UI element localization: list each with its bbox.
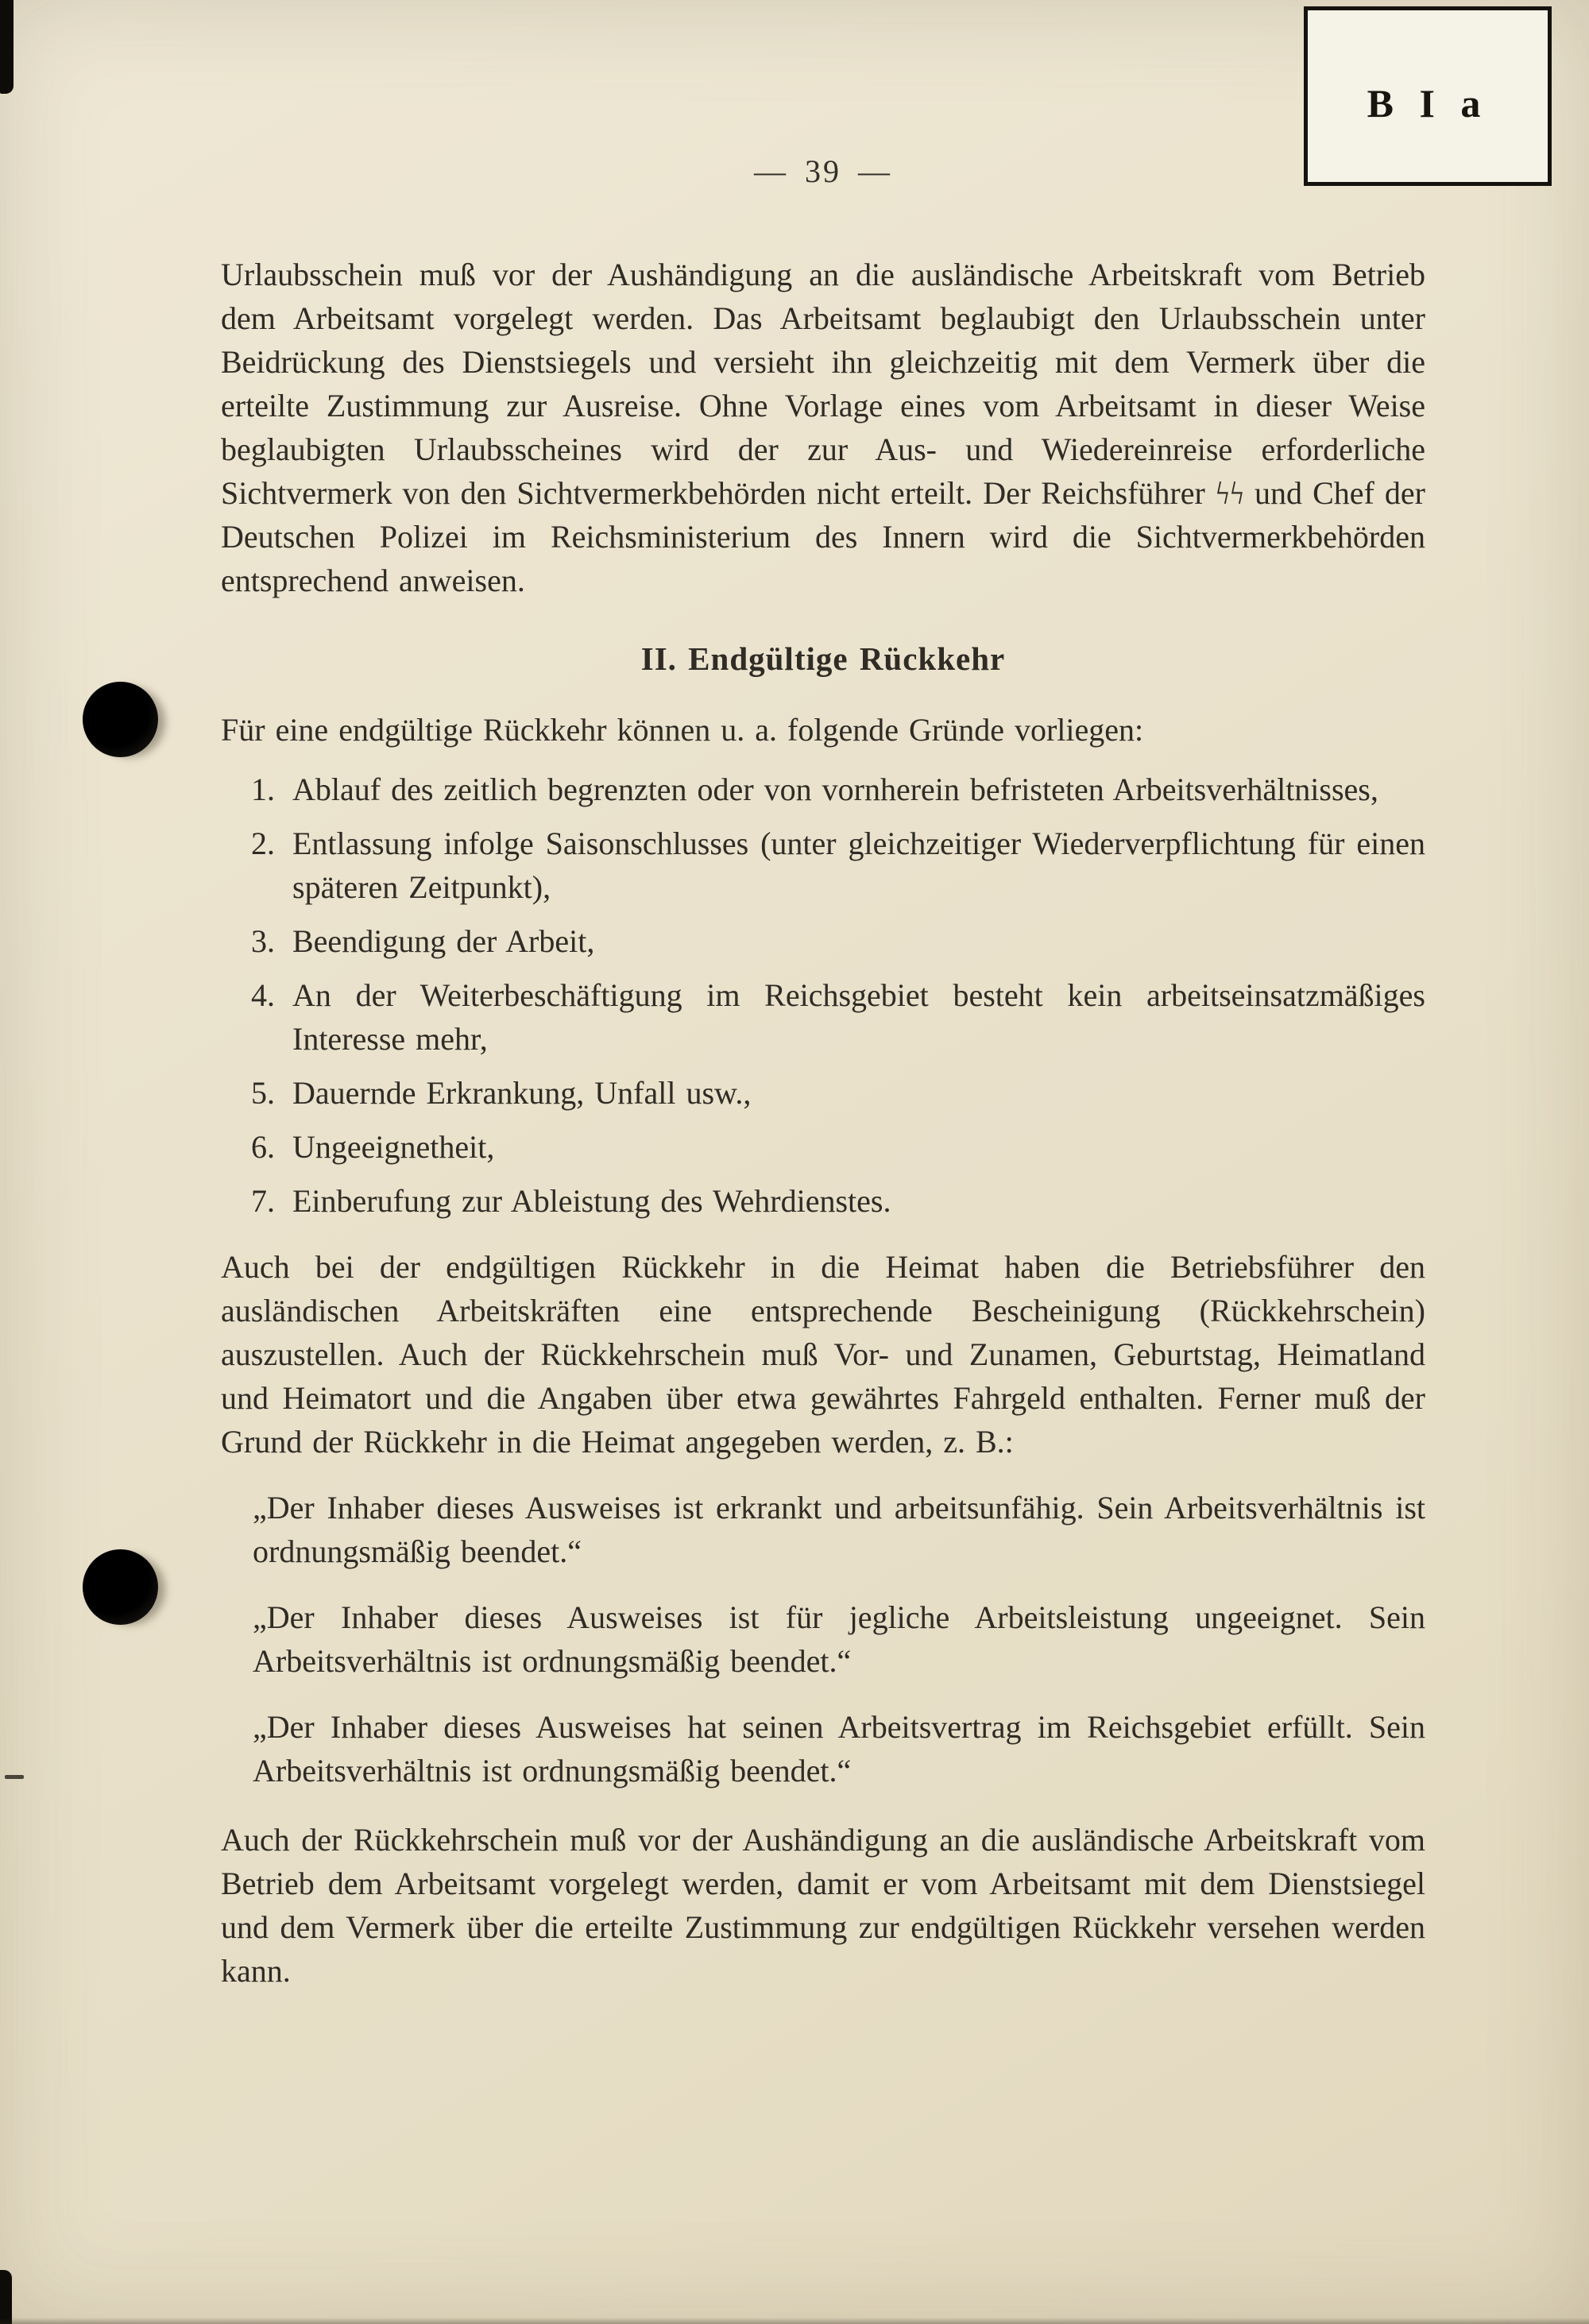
list-item-number: 3. <box>251 923 275 959</box>
scan-edge-shadow <box>0 2318 1589 2324</box>
list-item <box>221 1125 1425 1169</box>
list-item-text: Ablauf des zeitlich begrenzten oder von vornherein befristeten Arbeitsverhältnisses, <box>292 771 1378 807</box>
list-item-number: 7. <box>251 1183 275 1219</box>
page-number: — 39 — <box>754 153 892 189</box>
margin-mark <box>5 1775 24 1779</box>
intro-line: Für eine endgültige Rückkehr können u. a. folgende Gründe vorliegen: <box>221 712 1144 748</box>
list-item <box>221 822 1425 909</box>
list-item-number: 5. <box>251 1075 275 1111</box>
quote-block: „Der Inhaber dieses Ausweises ist für jegliche Arbeitsleistung ungeeignet. Sein Arbeitsverhältnis ist ordnungsmäßig beendet.“ <box>253 1599 1425 1679</box>
scan-corner-mark-bottom-left <box>0 2270 12 2324</box>
list-item-text: Dauernde Erkrankung, Unfall usw., <box>292 1075 752 1111</box>
list-item-text: An der Weiterbeschäftigung im Reichsgebiet besteht kein arbeitseinsatzmäßiges Interesse mehr, <box>292 977 1425 1057</box>
list-item <box>221 919 1425 963</box>
list-item-number: 2. <box>251 826 275 861</box>
list-item <box>221 768 1425 811</box>
quote-block: „Der Inhaber dieses Ausweises ist erkrankt und arbeitsunfähig. Sein Arbeitsverhältnis ist ordnungsmäßig beendet.“ <box>253 1490 1425 1569</box>
list-item-number: 1. <box>251 771 275 807</box>
paragraph-top: Urlaubsschein muß vor der Aushändigung an die ausländische Arbeitskraft vom Betrieb dem Arbeitsamt vorgelegt werden. Das Arbeitsamt beglaubigt den Urlaubsschein unter Beidrückung des Dienstsiegels und versieht ihn gleichzeitig mit dem Vermerk über die erteilte Zustimmung zur Ausreise. Ohne Vorlage eines vom Arbeitsamt in dieser Weise beglaubigten Urlaubsscheines wird der zur Aus- und Wiedereinreise erforderliche Sichtvermerk von den Sichtvermerkbehörden nicht erteilt. Der Reichsführer ϟϟ und Chef der Deutschen Polizei im Reichsministerium des Innern wird die Sichtvermerkbehörden entsprechend anweisen. <box>221 257 1425 598</box>
list-item <box>221 1179 1425 1223</box>
scan-corner-mark-top-left <box>0 0 14 94</box>
list-item-text: Ungeeignetheit, <box>292 1129 495 1165</box>
quote-block: „Der Inhaber dieses Ausweises hat seinen Arbeitsvertrag im Reichsgebiet erfüllt. Sein Arbeitsverhältnis ist ordnungsmäßig beendet.“ <box>253 1709 1425 1788</box>
reasons-list <box>221 768 1425 1223</box>
list-item-number: 4. <box>251 977 275 1013</box>
hole-punch-bottom <box>83 1549 158 1625</box>
list-item <box>221 973 1425 1061</box>
list-item <box>221 1071 1425 1115</box>
paragraph-middle: Auch bei der endgültigen Rückkehr in die Heimat haben die Betriebsführer den ausländischen Arbeitskräften eine entsprechende Bescheinigung (Rückkehrschein) auszustellen. Auch der Rückkehrschein muß Vor- und Zunamen, Geburtstag, Heimatland und Heimatort und die Angaben über etwa gewährtes Fahrgeld enthalten. Ferner muß der Grund der Rückkehr in die Heimat angegeben werden, z. B.: <box>221 1249 1425 1460</box>
list-item-text: Einberufung zur Ableistung des Wehrdienstes. <box>292 1183 891 1219</box>
paragraph-bottom: Auch der Rückkehrschein muß vor der Aushändigung an die ausländische Arbeitskraft vom Betrieb dem Arbeitsamt vorgelegt werden, damit er vom Arbeitsamt mit dem Dienstsiegel und dem Vermerk über die erteilte Zustimmung zur endgültigen Rückkehr versehen werden kann. <box>221 1822 1425 1989</box>
section-heading: II. Endgültige Rückkehr <box>640 640 1006 677</box>
hole-punch-top <box>83 682 158 757</box>
list-item-text: Beendigung der Arbeit, <box>292 923 595 959</box>
page-content <box>221 253 1425 1993</box>
list-item-number: 6. <box>251 1129 275 1165</box>
list-item-text: Entlassung infolge Saisonschlusses (unter gleichzeitiger Wiederverpflichtung für einen späteren Zeitpunkt), <box>292 826 1425 905</box>
section-tab-label: B I a <box>1367 81 1489 126</box>
